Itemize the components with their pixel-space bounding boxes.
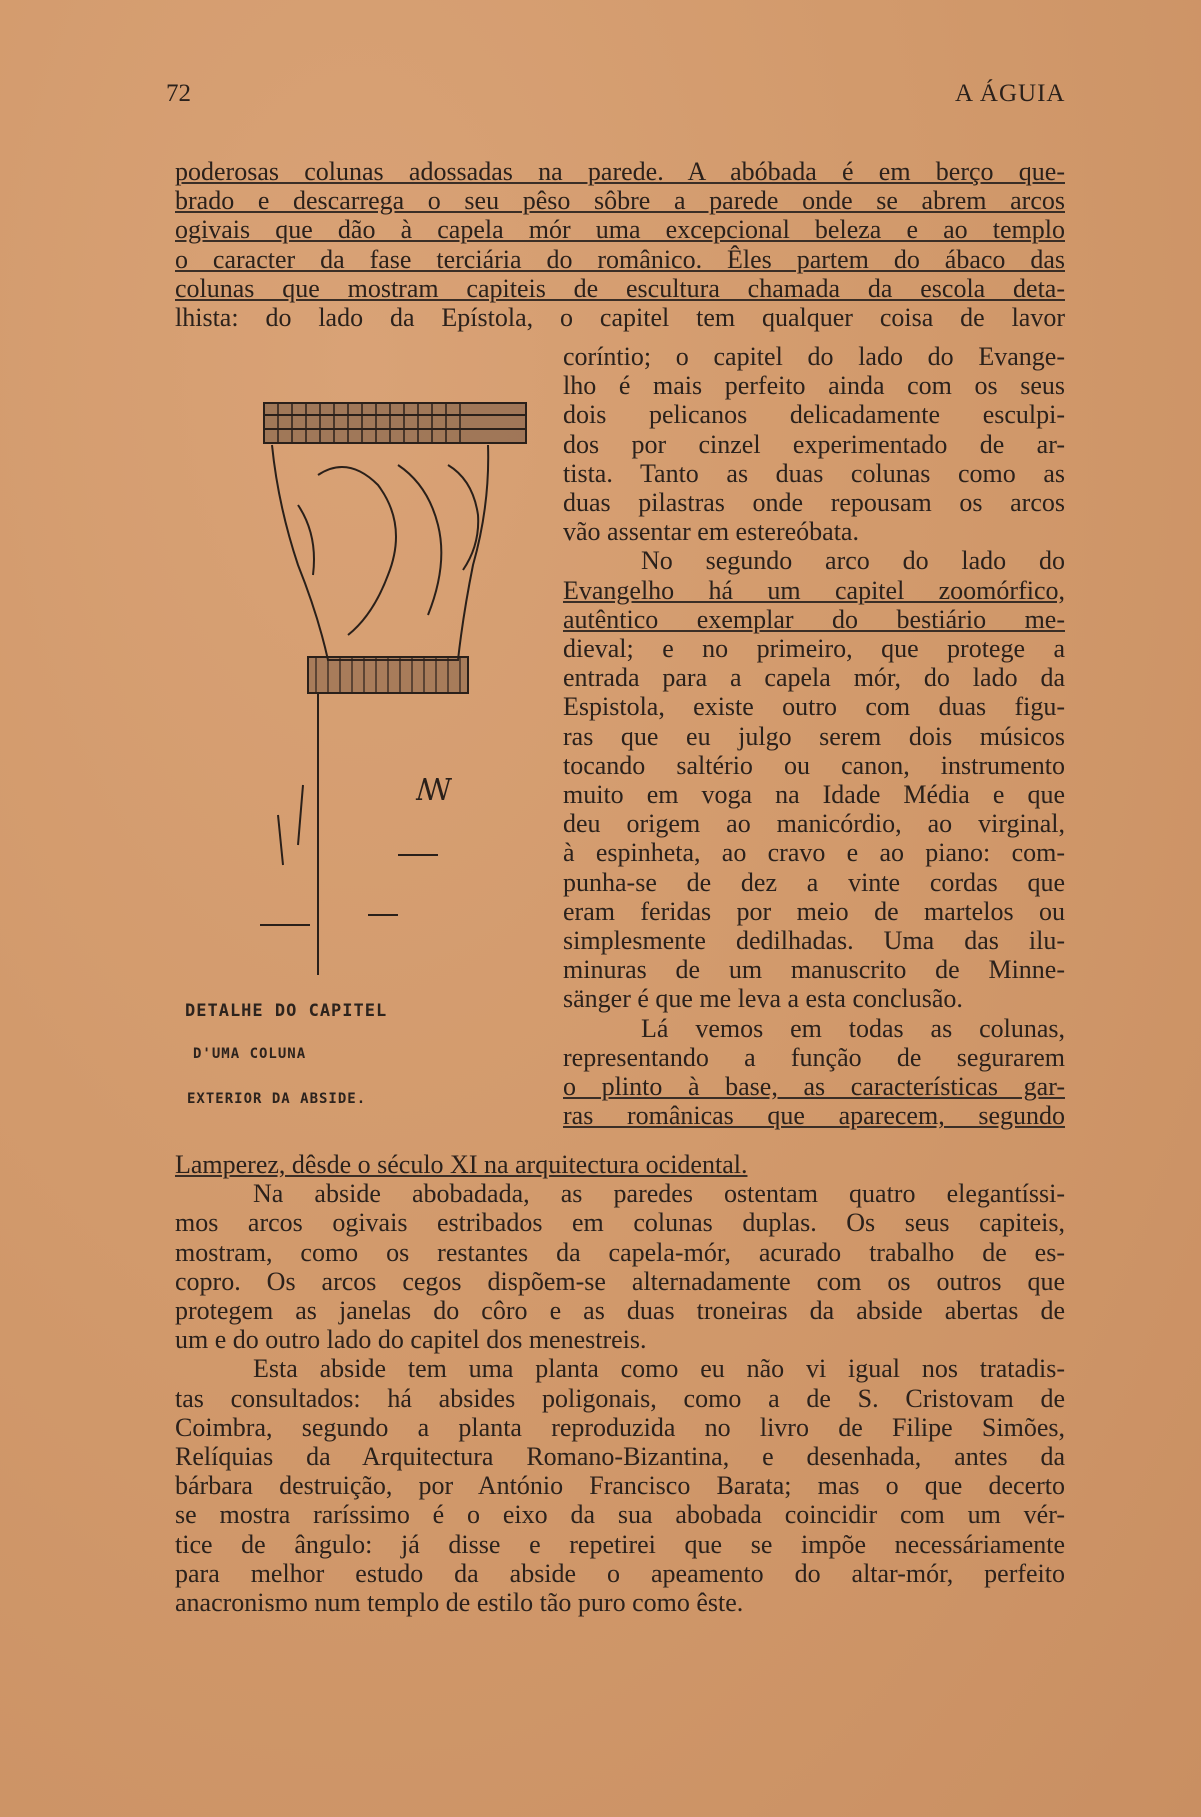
text-line: tocando saltério ou canon, instrumento <box>563 750 1065 780</box>
text-line: representando a função de segurarem <box>563 1042 1065 1072</box>
text-line: No segundo arco do lado do <box>641 546 1065 576</box>
text-line: coríntio; o capitel do lado do Evange- <box>563 342 1065 371</box>
text-line: tice de ângulo: já disse e repetirei que se impõe necessáriamente <box>175 1529 1065 1559</box>
text-line: deu origem ao manicórdio, ao virginal, <box>563 809 1065 839</box>
text-line: brado e descarrega o seu pêso sôbre a parede onde se abrem arcos <box>175 186 1065 216</box>
text-line: Relíquias da Arquitectura Romano-Bizantina, e desenhada, antes da <box>175 1442 1065 1472</box>
page-number: 72 <box>166 80 191 107</box>
text-line: ras que eu julgo serem dois músicos <box>563 721 1065 751</box>
text-line: Lá vemos em todas as colunas, <box>641 1013 1065 1043</box>
column-capital-illustration <box>258 385 558 995</box>
text-line: protegem as janelas do côro e as duas troneiras da abside abertas de <box>175 1296 1065 1326</box>
figure-caption-line: EXTERIOR DA ABSIDE. <box>187 1091 367 1107</box>
text-line: sänger é que me leva a esta conclusão. <box>563 984 963 1014</box>
artist-mark: ꟿ <box>416 773 453 808</box>
text-line: poderosas colunas adossadas na parede. A abóbada é em berço que- <box>175 157 1065 186</box>
text-line: um e do outro lado do capitel dos menestreis. <box>175 1325 647 1355</box>
text-line: para melhor estudo da abside o apeamento do altar-mór, perfeito <box>175 1558 1065 1588</box>
text-line: copro. Os arcos cegos dispõem-se alternadamente com os outros que <box>175 1266 1065 1296</box>
running-head: A ÁGUIA <box>955 80 1066 107</box>
text-line: Espistola, existe outro com duas figu- <box>563 692 1065 722</box>
text-line: eram feridas por meio de martelos ou <box>563 896 1065 926</box>
text-line: ogivais que dão à capela mór uma excepcional beleza e ao templo <box>175 215 1065 245</box>
text-line: Evangelho há um capitel zoomórfico, <box>563 575 1065 605</box>
text-line: dois pelicanos delicadamente esculpi- <box>563 400 1065 430</box>
text-line: punha-se de dez a vinte cordas que <box>563 867 1065 897</box>
capital-drawing <box>258 385 558 995</box>
bottom-text <box>175 1150 1065 1617</box>
text-line: Lamperez, dêsde o século XI na arquitectura ocidental. <box>175 1150 748 1179</box>
figure-caption-line: DETALHE DO CAPITEL <box>185 1001 388 1021</box>
text-line: o caracter da fase terciária do românico. Êles partem do ábaco das <box>175 244 1065 274</box>
text-line: o plinto à base, as características gar- <box>563 1072 1065 1102</box>
text-line: autêntico exemplar do bestiário me- <box>563 604 1065 634</box>
text-line: muito em voga na Idade Média e que <box>563 780 1065 810</box>
text-line: dieval; e no primeiro, que protege a <box>563 634 1065 664</box>
figure-caption-line: D'UMA COLUNA <box>193 1046 307 1062</box>
text-line: ras românicas que aparecem, segundo <box>563 1101 1065 1131</box>
text-line: à espinheta, ao cravo e ao piano: com- <box>563 838 1065 868</box>
text-line: simplesmente dedilhadas. Uma das ilu- <box>563 926 1065 956</box>
text-line: Esta abside tem uma planta como eu não vi igual nos tratadis- <box>253 1354 1065 1384</box>
right-column-text <box>563 342 1065 1130</box>
text-line: Na abside abobadada, as paredes ostentam quatro elegantíssi- <box>253 1179 1065 1209</box>
text-line: colunas que mostram capiteis de escultura chamada da escola deta- <box>175 273 1065 303</box>
text-line: se mostra raríssimo é o eixo da sua abobada coincidir com um vér- <box>175 1500 1065 1530</box>
text-line: Coimbra, segundo a planta reproduzida no livro de Filipe Simões, <box>175 1412 1065 1442</box>
text-line: mostram, como os restantes da capela-mór, acurado trabalho de es- <box>175 1237 1065 1267</box>
text-line: lho é mais perfeito ainda com os seus <box>563 371 1065 401</box>
text-line: tista. Tanto as duas colunas como as <box>563 458 1065 488</box>
text-line: bárbara destruição, por António Francisco Barata; mas o que decerto <box>175 1471 1065 1501</box>
text-line: dos por cinzel experimentado de ar- <box>563 429 1065 459</box>
text-line: vão assentar em estereóbata. <box>563 517 859 547</box>
text-line: lhista: do lado da Epístola, o capitel tem qualquer coisa de lavor <box>175 303 1065 333</box>
text-line: tas consultados: há absides poligonais, como a de S. Cristovam de <box>175 1383 1065 1413</box>
top-paragraph <box>175 157 1065 332</box>
text-line: entrada para a capela mór, do lado da <box>563 663 1065 693</box>
text-line: minuras de um manuscrito de Minne- <box>563 955 1065 985</box>
text-line: anacronismo num templo de estilo tão puro como êste. <box>175 1588 744 1618</box>
text-line: duas pilastras onde repousam os arcos <box>563 488 1065 518</box>
text-line: mos arcos ogivais estribados em colunas duplas. Os seus capiteis, <box>175 1208 1065 1238</box>
